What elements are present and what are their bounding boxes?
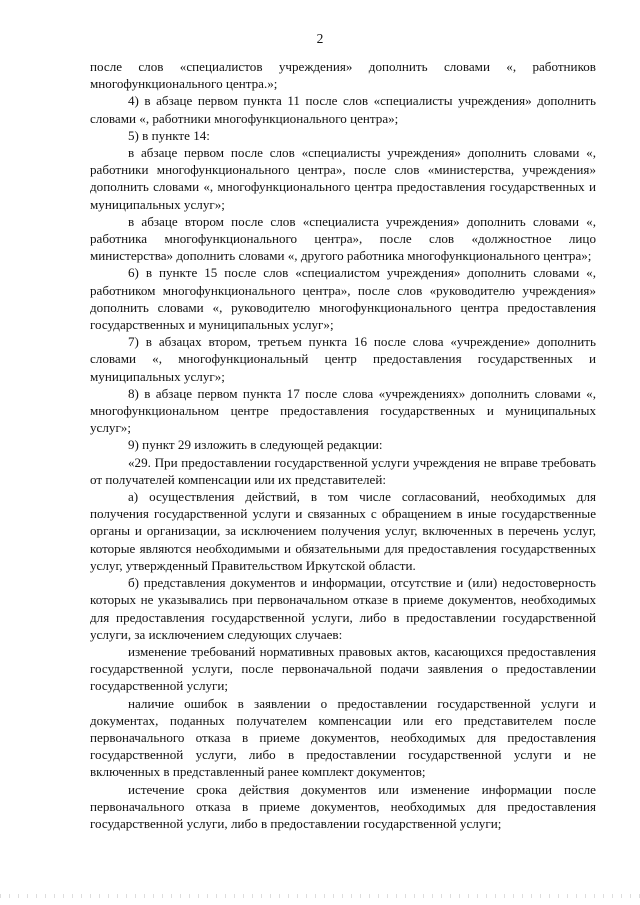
paragraph: 5) в пункте 14: — [128, 127, 210, 143]
paragraph: «29. При предоставлении государственной услуги учреждения не вправе требовать от получателей компенсации или их представителей: — [90, 454, 596, 487]
paragraph: а) осуществления действий, в том числе согласований, необходимых для получения государственной услуги и связанных с обращением в иные государственные органы и организации, за исключением получения услуг, включенных в перечень услуг, которые являются необходимыми и обязательными для предоставления государственных услуг, утвержденный Правительством Иркутской области. — [90, 489, 596, 573]
paragraph: 4) в абзаце первом пункта 11 после слов «специалисты учреждения» дополнить словами «, работники многофункционального центра»; — [90, 93, 596, 126]
paragraph: в абзаце первом после слов «специалисты учреждения» дополнить словами «, работники многофункционального центра», после слов «министерства, учреждения» дополнить словами «, многофункционального центра предоставления государственных и муниципальных услуг»; — [90, 145, 596, 212]
paragraph: истечение срока действия документов или изменение информации после первоначального отказа в приеме документов, необходимых для предоставления государственной услуги, либо в предоставлении государственной услуги; — [90, 781, 596, 831]
paragraph: изменение требований нормативных правовых актов, касающихся предоставления государственной услуги, после первоначальной подачи заявления о предоставлении государственной услуги; — [90, 643, 596, 694]
paragraph: 8) в абзаце первом пункта 17 после слова «учреждениях» дополнить словами «, многофункциональном центре предоставления государственных и муниципальных услуг»; — [90, 385, 596, 436]
paragraph: 6) в пункте 15 после слов «специалистом учреждения» дополнить словами «, работником многофункционального центра», после слов «руководителю учреждения» дополнить словами «, руководителю многофункционального центра предоставления государственных и муниципальных услуг»; — [90, 265, 596, 333]
document-body — [90, 58, 596, 832]
scan-edge-artifact — [0, 894, 640, 898]
paragraph: наличие ошибок в заявлении о предоставлении государственной услуги и документах, поданных получателем компенсации или его представителем после первоначального отказа в приеме документов, необходимых для предоставления государственной услуги, либо в предоставлении государственной услуги и не включенных в представленный ранее комплект документов; — [90, 695, 596, 780]
paragraph: в абзаце втором после слов «специалиста учреждения» дополнить словами «, работника многофункционального центра», после слов «должностное лицо министерства» дополнить словами «, другого работника многофункционального центра»; — [90, 213, 596, 264]
page-number: 2 — [316, 31, 324, 46]
paragraph: 9) пункт 29 изложить в следующей редакции: — [128, 437, 383, 453]
paragraph: после слов «специалистов учреждения» дополнить словами «, работников многофункционального центра.»; — [90, 59, 596, 92]
paragraph: 7) в абзацах втором, третьем пункта 16 после слова «учреждение» дополнить словами «, многофункциональный центр предоставления государственных и муниципальных услуг»; — [90, 334, 596, 384]
paragraph: б) представления документов и информации, отсутствие и (или) недостоверность которых не указывались при первоначальном отказе в приеме документов, необходимых для предоставления государственной услуги, либо в предоставлении государственной услуги, за исключением следующих случаев: — [90, 575, 596, 642]
